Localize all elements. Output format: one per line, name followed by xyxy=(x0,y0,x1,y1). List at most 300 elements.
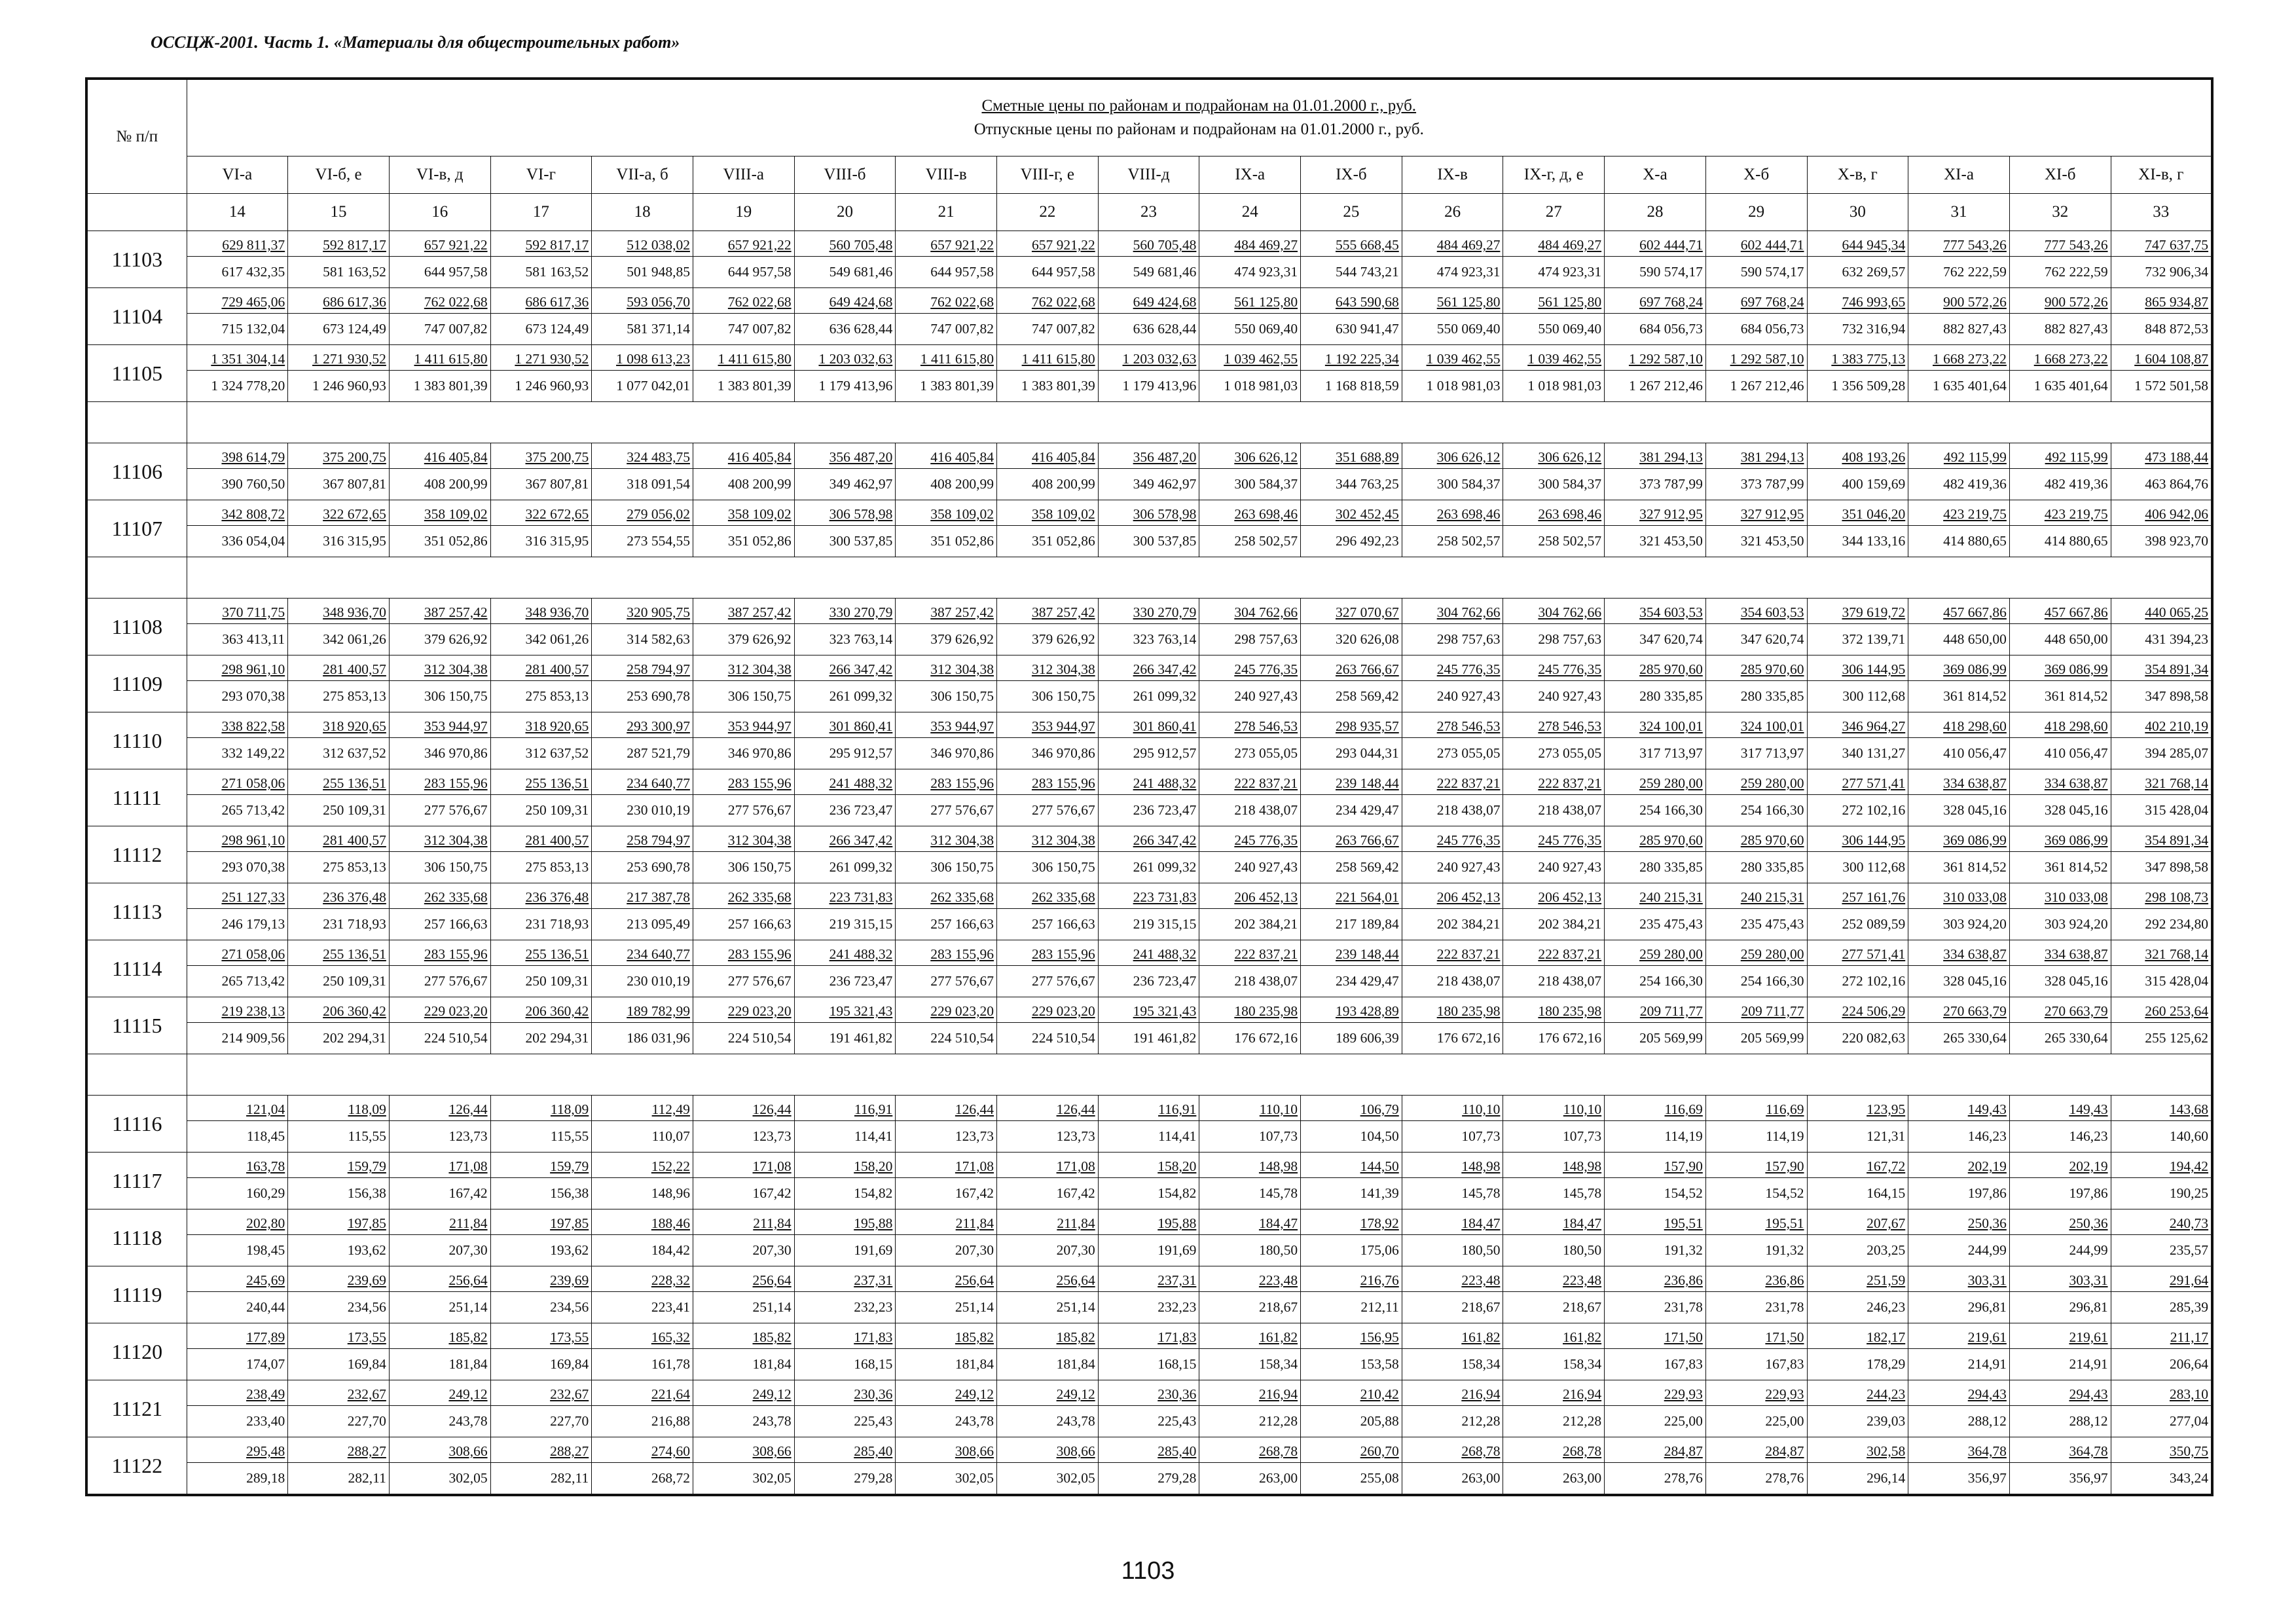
release-price: 263,00 xyxy=(1461,1470,1501,1486)
estimated-price: 121,04 xyxy=(187,1096,288,1121)
price-cell xyxy=(1199,712,1301,769)
release-price: 302,05 xyxy=(448,1470,488,1486)
price-cell xyxy=(288,1437,390,1496)
price-cell xyxy=(2111,345,2212,402)
price-cell xyxy=(389,500,490,557)
release-price: 254 166,30 xyxy=(1639,802,1703,818)
release-price: 273 055,05 xyxy=(1436,745,1501,761)
estimated-price: 195,51 xyxy=(1605,1209,1705,1235)
estimated-price: 197,85 xyxy=(491,1209,592,1235)
estimated-price: 106,79 xyxy=(1301,1096,1402,1121)
release-price: 320 626,08 xyxy=(1336,631,1399,647)
release-price: 275 853,13 xyxy=(525,859,589,875)
estimated-price: 219,61 xyxy=(2010,1323,2111,1349)
price-cell xyxy=(997,769,1099,826)
estimated-price: 188,46 xyxy=(592,1209,693,1235)
release-price: 261 099,32 xyxy=(1133,688,1197,704)
separator-cell xyxy=(187,557,2212,599)
estimated-price: 312 304,38 xyxy=(997,826,1098,852)
release-price: 306 150,75 xyxy=(727,688,792,704)
release-price: 123,73 xyxy=(448,1128,488,1144)
release-price: 351 052,86 xyxy=(727,533,792,549)
item-code: 11114 xyxy=(86,940,187,997)
release-price: 303 924,20 xyxy=(2044,916,2108,932)
release-price: 168,15 xyxy=(1157,1356,1197,1372)
release-price: 235 475,43 xyxy=(1639,916,1703,932)
item-code: 11111 xyxy=(86,769,187,826)
estimated-price: 353 944,97 xyxy=(390,712,490,738)
estimated-price: 291,64 xyxy=(2111,1266,2211,1292)
release-price: 340 131,27 xyxy=(1842,745,1906,761)
price-cell xyxy=(1807,1323,1908,1380)
estimated-price: 118,09 xyxy=(491,1096,592,1121)
price-cell xyxy=(1908,769,2010,826)
release-price: 408 200,99 xyxy=(424,476,488,492)
release-price: 114,41 xyxy=(1158,1128,1197,1144)
price-cell xyxy=(2009,1153,2111,1209)
estimated-price: 304 762,66 xyxy=(1503,599,1604,624)
release-price: 550 069,40 xyxy=(1538,321,1602,337)
estimated-price: 206 360,42 xyxy=(288,997,389,1023)
price-cell xyxy=(288,940,390,997)
table-row xyxy=(86,712,2212,769)
price-cell xyxy=(1908,940,2010,997)
price-cell xyxy=(1605,883,1706,940)
estimated-price: 342 808,72 xyxy=(187,500,288,526)
estimated-price: 202,80 xyxy=(187,1209,288,1235)
price-cell xyxy=(693,599,794,655)
release-price: 317 713,97 xyxy=(1740,745,1804,761)
release-price: 379 626,92 xyxy=(424,631,488,647)
price-cell xyxy=(1605,655,1706,712)
price-cell xyxy=(1098,940,1199,997)
price-cell xyxy=(389,769,490,826)
release-price: 174,07 xyxy=(246,1356,285,1372)
price-cell xyxy=(2111,1096,2212,1153)
estimated-price: 216,94 xyxy=(1503,1380,1604,1406)
price-cell xyxy=(187,599,288,655)
estimated-price: 1 292 587,10 xyxy=(1605,345,1705,371)
release-price: 549 681,46 xyxy=(829,264,893,280)
release-price: 225,43 xyxy=(854,1413,893,1429)
release-price: 1 246 960,93 xyxy=(312,378,386,394)
estimated-price: 260 253,64 xyxy=(2111,997,2211,1023)
estimated-price: 306 626,12 xyxy=(1402,443,1503,469)
estimated-price: 358 109,02 xyxy=(693,500,794,526)
estimated-price: 298 935,57 xyxy=(1301,712,1402,738)
price-cell xyxy=(1807,1437,1908,1496)
price-cell xyxy=(1402,655,1503,712)
estimated-price: 178,92 xyxy=(1301,1209,1402,1235)
price-cell xyxy=(1807,1096,1908,1153)
estimated-price: 334 638,87 xyxy=(2010,769,2111,795)
estimated-price: 375 200,75 xyxy=(491,443,592,469)
region-header: VI-в, д xyxy=(389,157,490,194)
estimated-price: 149,43 xyxy=(1908,1096,2009,1121)
price-cell xyxy=(1503,826,1605,883)
release-price: 300 584,37 xyxy=(1538,476,1602,492)
item-code: 11110 xyxy=(86,712,187,769)
estimated-price: 148,98 xyxy=(1402,1153,1503,1178)
release-price: 231,78 xyxy=(1664,1299,1703,1315)
release-price: 636 628,44 xyxy=(829,321,893,337)
column-number: 19 xyxy=(693,194,794,231)
price-cell xyxy=(997,826,1099,883)
estimated-price: 322 672,65 xyxy=(288,500,389,526)
release-price: 258 502,57 xyxy=(1234,533,1298,549)
estimated-price: 473 188,44 xyxy=(2111,443,2211,469)
price-cell xyxy=(389,712,490,769)
price-cell xyxy=(1199,883,1301,940)
price-cell xyxy=(1908,1153,2010,1209)
estimated-price: 561 125,80 xyxy=(1503,288,1604,314)
release-price: 316 315,95 xyxy=(525,533,589,549)
price-cell xyxy=(1301,1153,1402,1209)
estimated-price: 184,47 xyxy=(1199,1209,1300,1235)
price-cell xyxy=(490,288,592,345)
estimated-price: 1 604 108,87 xyxy=(2111,345,2211,371)
price-table-body xyxy=(86,231,2212,1496)
price-cell xyxy=(1908,1380,2010,1437)
release-price: 300 537,85 xyxy=(1133,533,1197,549)
release-price: 118,45 xyxy=(246,1128,285,1144)
price-cell xyxy=(2009,1209,2111,1266)
price-cell xyxy=(1807,940,1908,997)
estimated-price: 223,48 xyxy=(1199,1266,1300,1292)
release-price: 218,67 xyxy=(1258,1299,1298,1315)
release-price: 146,23 xyxy=(2069,1128,2108,1144)
price-cell xyxy=(1705,1209,1807,1266)
release-price: 581 163,52 xyxy=(323,264,386,280)
release-price: 314 582,63 xyxy=(627,631,690,647)
estimated-price: 293 300,97 xyxy=(592,712,693,738)
price-cell xyxy=(1908,288,2010,345)
price-cell xyxy=(1503,1153,1605,1209)
release-price: 544 743,21 xyxy=(1336,264,1399,280)
release-price: 316 315,95 xyxy=(323,533,386,549)
column-number: 27 xyxy=(1503,194,1605,231)
release-price: 263,00 xyxy=(1258,1470,1298,1486)
release-price: 344 763,25 xyxy=(1336,476,1399,492)
estimated-price: 561 125,80 xyxy=(1199,288,1300,314)
estimated-price: 241 488,32 xyxy=(1099,940,1199,966)
separator-cell xyxy=(86,1054,187,1096)
release-price: 123,73 xyxy=(1056,1128,1095,1144)
release-price: 207,30 xyxy=(955,1242,994,1258)
price-cell xyxy=(1605,443,1706,500)
estimated-price: 762 022,68 xyxy=(693,288,794,314)
release-price: 140,60 xyxy=(2169,1128,2209,1144)
release-price: 218 438,07 xyxy=(1538,973,1602,989)
item-code: 11104 xyxy=(86,288,187,345)
price-cell xyxy=(1503,1266,1605,1323)
estimated-price: 157,90 xyxy=(1605,1153,1705,1178)
release-price: 343,24 xyxy=(2169,1470,2209,1486)
group-separator-row xyxy=(86,557,2212,599)
price-cell xyxy=(693,1209,794,1266)
estimated-price: 223 731,83 xyxy=(795,883,896,909)
price-cell xyxy=(490,1096,592,1153)
estimated-price: 262 335,68 xyxy=(390,883,490,909)
price-cell xyxy=(592,712,693,769)
estimated-price: 271 058,06 xyxy=(187,769,288,795)
group-separator-row xyxy=(86,402,2212,443)
estimated-price: 245 776,35 xyxy=(1503,655,1604,681)
release-price: 252 089,59 xyxy=(1842,916,1906,932)
release-price: 300 584,37 xyxy=(1436,476,1501,492)
price-table xyxy=(85,77,2214,1496)
price-cell xyxy=(1402,231,1503,288)
release-price: 212,28 xyxy=(1563,1413,1602,1429)
price-cell xyxy=(1199,1323,1301,1380)
release-price: 167,42 xyxy=(1056,1185,1095,1201)
region-header: XI-а xyxy=(1908,157,2010,194)
release-price: 280 335,85 xyxy=(1639,859,1703,875)
estimated-price: 211,17 xyxy=(2111,1323,2211,1349)
region-header: VIII-г, е xyxy=(997,157,1099,194)
price-cell xyxy=(1807,443,1908,500)
release-price: 342 061,26 xyxy=(525,631,589,647)
estimated-price: 375 200,75 xyxy=(288,443,389,469)
price-cell xyxy=(2111,1153,2212,1209)
estimated-price: 398 614,79 xyxy=(187,443,288,469)
price-cell xyxy=(1098,345,1199,402)
estimated-price: 240,73 xyxy=(2111,1209,2211,1235)
release-price: 219 315,15 xyxy=(829,916,893,932)
estimated-price: 184,47 xyxy=(1503,1209,1604,1235)
price-cell xyxy=(896,1266,997,1323)
release-price: 277 576,67 xyxy=(930,973,994,989)
estimated-price: 387 257,42 xyxy=(390,599,490,624)
estimated-price: 216,94 xyxy=(1199,1380,1300,1406)
estimated-price: 644 945,34 xyxy=(1808,231,1908,257)
price-cell xyxy=(490,345,592,402)
estimated-price: 222 837,21 xyxy=(1199,940,1300,966)
estimated-price: 241 488,32 xyxy=(795,769,896,795)
release-price: 240 927,43 xyxy=(1538,688,1602,704)
price-cell xyxy=(1098,231,1199,288)
estimated-price: 283,10 xyxy=(2111,1380,2211,1406)
estimated-price: 158,20 xyxy=(1099,1153,1199,1178)
price-cell xyxy=(1605,1437,1706,1496)
price-cell xyxy=(997,1096,1099,1153)
table-row xyxy=(86,1266,2212,1323)
price-cell xyxy=(1503,769,1605,826)
estimated-price: 210,42 xyxy=(1301,1380,1402,1406)
estimated-price: 116,91 xyxy=(795,1096,896,1121)
price-cell xyxy=(389,1153,490,1209)
price-cell xyxy=(693,1437,794,1496)
release-price: 275 853,13 xyxy=(525,688,589,704)
estimated-price: 148,98 xyxy=(1199,1153,1300,1178)
price-cell xyxy=(288,826,390,883)
estimated-price: 1 271 930,52 xyxy=(491,345,592,371)
price-cell xyxy=(1301,769,1402,826)
price-cell xyxy=(1605,712,1706,769)
release-price: 265 330,64 xyxy=(1943,1030,2007,1046)
estimated-price: 189 782,99 xyxy=(592,997,693,1023)
region-header: VI-б, е xyxy=(288,157,390,194)
release-price: 255 125,62 xyxy=(2145,1030,2209,1046)
price-cell xyxy=(1402,997,1503,1054)
release-price: 198,45 xyxy=(246,1242,285,1258)
price-cell xyxy=(187,1209,288,1266)
price-cell xyxy=(1605,1323,1706,1380)
estimated-price: 356 487,20 xyxy=(795,443,896,469)
estimated-price: 285,40 xyxy=(795,1437,896,1463)
estimated-price: 171,08 xyxy=(896,1153,996,1178)
release-price: 123,73 xyxy=(752,1128,792,1144)
estimated-price: 484 469,27 xyxy=(1402,231,1503,257)
region-header: VIII-в xyxy=(896,157,997,194)
column-number: 33 xyxy=(2111,194,2212,231)
release-price: 673 124,49 xyxy=(323,321,386,337)
estimated-price: 257 161,76 xyxy=(1808,883,1908,909)
estimated-price: 354 603,53 xyxy=(1605,599,1705,624)
price-cell xyxy=(1301,883,1402,940)
price-cell xyxy=(2111,769,2212,826)
price-cell xyxy=(1503,997,1605,1054)
table-row xyxy=(86,1437,2212,1496)
price-cell xyxy=(1301,1096,1402,1153)
price-cell xyxy=(2009,769,2111,826)
release-price: 207,30 xyxy=(1056,1242,1095,1258)
estimated-price: 241 488,32 xyxy=(1099,769,1199,795)
release-price: 254 166,30 xyxy=(1740,973,1804,989)
release-price: 250 109,31 xyxy=(525,802,589,818)
price-cell xyxy=(794,940,896,997)
column-number: 21 xyxy=(896,194,997,231)
column-number: 29 xyxy=(1705,194,1807,231)
price-cell xyxy=(288,443,390,500)
estimated-price: 416 405,84 xyxy=(997,443,1098,469)
release-price: 115,55 xyxy=(348,1128,386,1144)
price-cell xyxy=(1301,1380,1402,1437)
release-price: 306 150,75 xyxy=(1031,859,1095,875)
release-price: 321 453,50 xyxy=(1740,533,1804,549)
release-price: 272 102,16 xyxy=(1842,973,1906,989)
release-price: 258 502,57 xyxy=(1436,533,1501,549)
release-price: 747 007,82 xyxy=(1031,321,1095,337)
table-row xyxy=(86,655,2212,712)
price-cell xyxy=(1301,599,1402,655)
price-cell xyxy=(1908,231,2010,288)
price-cell xyxy=(997,1153,1099,1209)
release-price: 474 923,31 xyxy=(1538,264,1602,280)
estimated-price: 306 578,98 xyxy=(1099,500,1199,526)
estimated-price: 259 280,00 xyxy=(1605,940,1705,966)
release-price: 257 166,63 xyxy=(727,916,792,932)
price-cell xyxy=(1199,769,1301,826)
estimated-price: 697 768,24 xyxy=(1706,288,1807,314)
price-cell xyxy=(490,1323,592,1380)
price-cell xyxy=(1605,769,1706,826)
price-cell xyxy=(896,940,997,997)
release-price: 251,14 xyxy=(752,1299,792,1315)
estimated-price: 310 033,08 xyxy=(1908,883,2009,909)
price-cell xyxy=(288,769,390,826)
estimated-price: 236,86 xyxy=(1605,1266,1705,1292)
estimated-price: 312 304,38 xyxy=(390,655,490,681)
price-cell xyxy=(592,345,693,402)
table-row xyxy=(86,883,2212,940)
price-cell xyxy=(2009,712,2111,769)
price-cell xyxy=(1098,1323,1199,1380)
release-price: 273 055,05 xyxy=(1234,745,1298,761)
estimated-price: 416 405,84 xyxy=(693,443,794,469)
release-price: 236 723,47 xyxy=(829,973,893,989)
estimated-price: 266 347,42 xyxy=(1099,655,1199,681)
price-cell xyxy=(1402,1096,1503,1153)
price-cell xyxy=(1503,345,1605,402)
price-cell xyxy=(693,1153,794,1209)
release-price: 292 234,80 xyxy=(2145,916,2209,932)
table-row xyxy=(86,1380,2212,1437)
release-price: 644 957,58 xyxy=(1031,264,1095,280)
estimated-price: 270 663,79 xyxy=(1908,997,2009,1023)
release-price: 243,78 xyxy=(448,1413,488,1429)
price-cell xyxy=(997,655,1099,712)
price-cell xyxy=(187,997,288,1054)
estimated-price: 161,82 xyxy=(1503,1323,1604,1349)
release-price: 312 637,52 xyxy=(525,745,589,761)
estimated-price: 1 292 587,10 xyxy=(1706,345,1807,371)
release-price: 279,28 xyxy=(854,1470,893,1486)
release-price: 1 635 401,64 xyxy=(2033,378,2108,394)
estimated-price: 195 321,43 xyxy=(795,997,896,1023)
estimated-price: 306 144,95 xyxy=(1808,826,1908,852)
estimated-price: 358 109,02 xyxy=(896,500,996,526)
estimated-price: 180 235,98 xyxy=(1199,997,1300,1023)
estimated-price: 110,10 xyxy=(1199,1096,1300,1121)
release-price: 145,78 xyxy=(1461,1185,1501,1201)
price-cell xyxy=(490,826,592,883)
price-cell xyxy=(1098,655,1199,712)
price-cell xyxy=(794,500,896,557)
price-cell xyxy=(2111,500,2212,557)
price-cell xyxy=(1807,288,1908,345)
estimated-price: 288,27 xyxy=(491,1437,592,1463)
release-price: 289,18 xyxy=(246,1470,285,1486)
release-price: 167,83 xyxy=(1664,1356,1703,1372)
release-price: 277 576,67 xyxy=(1031,973,1095,989)
estimated-price: 1 668 273,22 xyxy=(1908,345,2009,371)
release-price: 160,29 xyxy=(246,1185,285,1201)
release-price: 114,19 xyxy=(1766,1128,1804,1144)
release-price: 328 045,16 xyxy=(2044,973,2108,989)
price-cell xyxy=(1503,500,1605,557)
price-cell xyxy=(1199,655,1301,712)
release-price: 321 453,50 xyxy=(1639,533,1703,549)
estimated-price: 274,60 xyxy=(592,1437,693,1463)
estimated-price: 304 762,66 xyxy=(1199,599,1300,624)
price-cell xyxy=(2009,1323,2111,1380)
release-price: 501 948,85 xyxy=(627,264,690,280)
estimated-price: 283 155,96 xyxy=(997,940,1098,966)
table-row xyxy=(86,1209,2212,1266)
price-cell xyxy=(1908,712,2010,769)
estimated-price: 209 711,77 xyxy=(1706,997,1807,1023)
release-price: 300 537,85 xyxy=(829,533,893,549)
estimated-price: 281 400,57 xyxy=(288,826,389,852)
price-cell xyxy=(1605,231,1706,288)
release-price: 275 853,13 xyxy=(323,859,386,875)
item-code: 11122 xyxy=(86,1437,187,1496)
estimated-price: 354 891,34 xyxy=(2111,655,2211,681)
region-header: IX-б xyxy=(1301,157,1402,194)
release-price: 232,23 xyxy=(1157,1299,1197,1315)
estimated-price: 418 298,60 xyxy=(1908,712,2009,738)
